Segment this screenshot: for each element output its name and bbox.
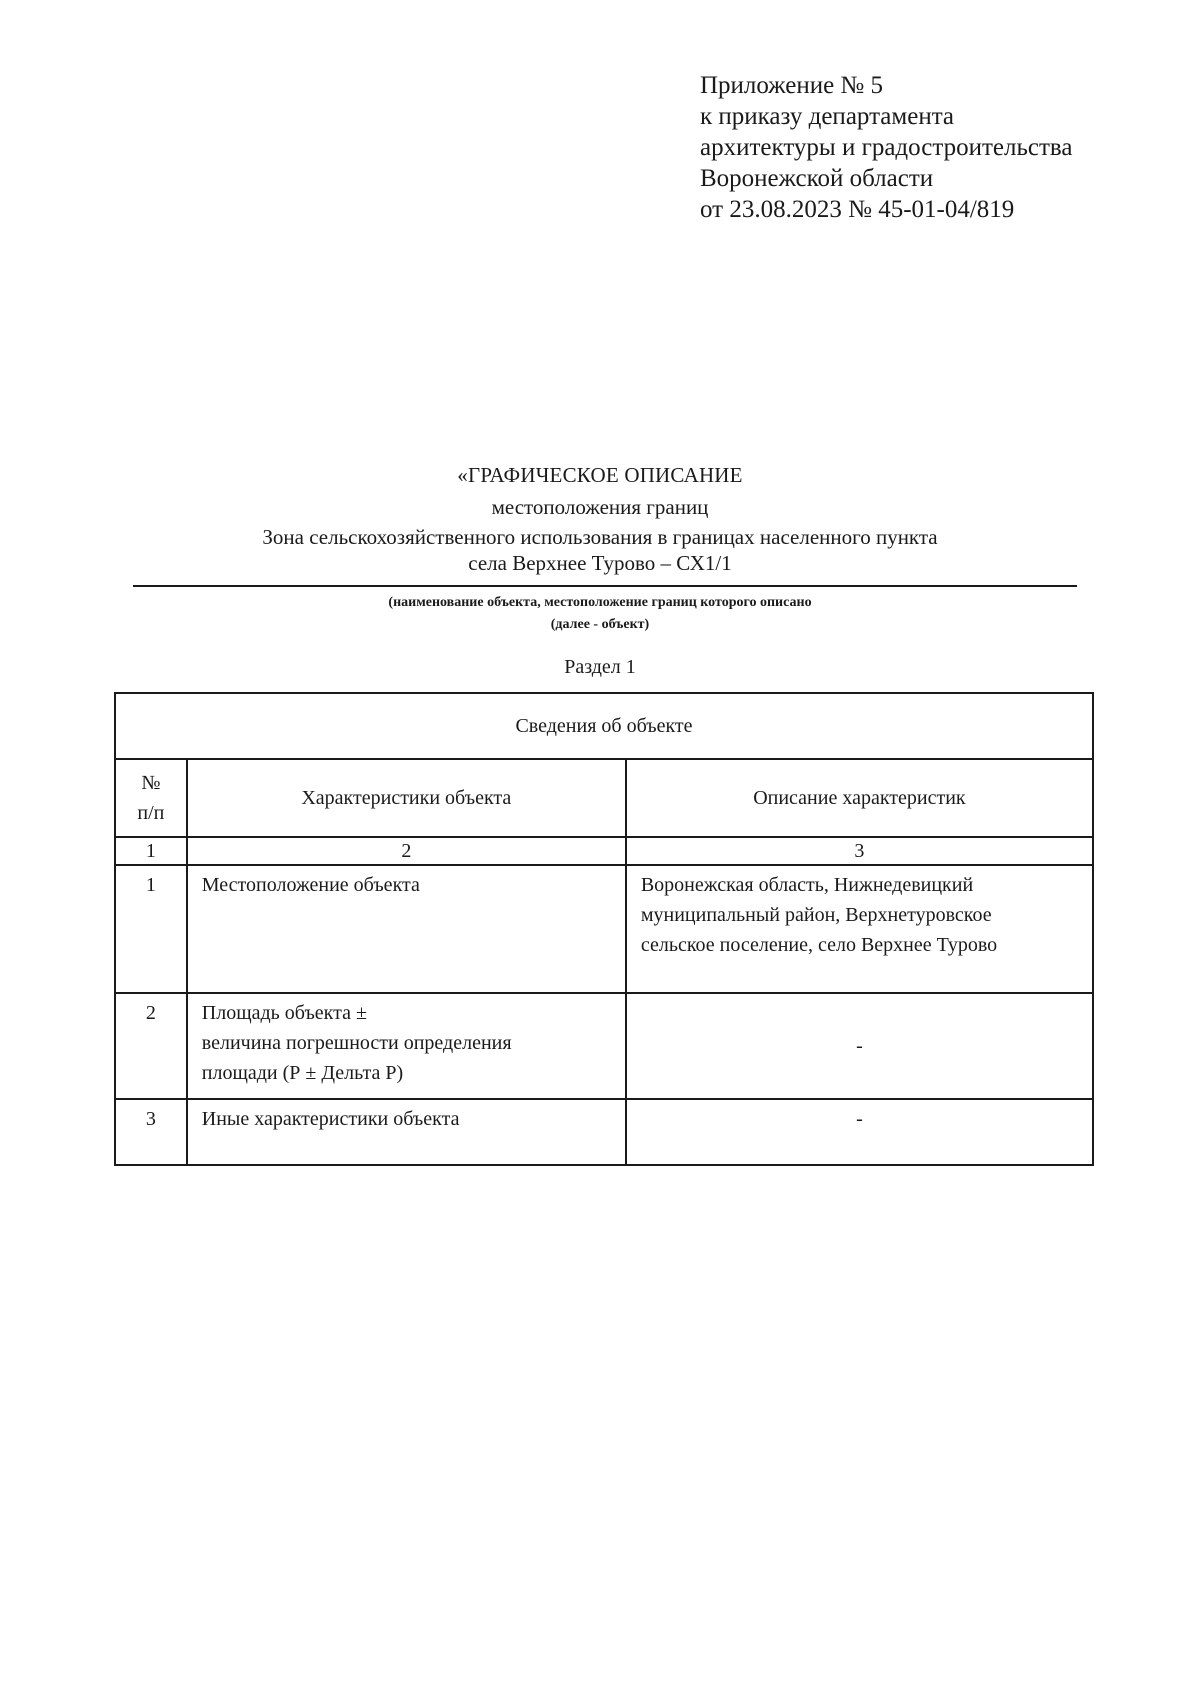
row-description: Воронежская область, Нижнедевицкий муниципальный район, Верхнетуровское сельское поселение, село Верхнее Турово (626, 865, 1093, 993)
annex-line-2: к приказу департамента (700, 103, 955, 130)
document-title-block (0, 462, 1200, 576)
table-title: Сведения об объекте (115, 693, 1093, 759)
annex-line-3: архитектуры и градостроительства (700, 134, 1073, 161)
table-row (115, 993, 1093, 1099)
caption-line-2: (далее - объект) (550, 617, 650, 632)
header-description: Описание характеристик (626, 759, 1093, 837)
row-characteristic: Площадь объекта ± величина погрешности определения площади (Р ± Дельта Р) (187, 993, 626, 1099)
zone-name: Зона сельскохозяйственного использования в границах населенного пункта (262, 525, 938, 549)
row-num: 3 (115, 1099, 187, 1165)
row-num: 1 (115, 865, 187, 993)
row-characteristic: Местоположение объекта (187, 865, 626, 993)
column-number: 2 (187, 837, 626, 865)
section-label: Раздел 1 (564, 656, 636, 678)
column-number: 1 (115, 837, 187, 865)
annex-line-4: Воронежской области (700, 165, 934, 192)
row-description: - (626, 993, 1093, 1099)
column-number-row (115, 837, 1093, 865)
row-characteristic: Иные характеристики объекта (187, 1099, 626, 1165)
document-subtitle: местоположения границ (491, 495, 709, 519)
annex-line-1: Приложение № 5 (700, 72, 884, 99)
title-underline (133, 585, 1077, 587)
village-name: села Верхнее Турово – СХ1/1 (468, 551, 732, 575)
table-row (115, 1099, 1093, 1165)
table-row (115, 865, 1093, 993)
header-num: № п/п (115, 759, 187, 837)
caption-line-1: (наименование объекта, местоположение границ которого описано (388, 595, 812, 610)
object-info-table (114, 692, 1094, 1166)
annex-line-5: от 23.08.2023 № 45-01-04/819 (700, 196, 1015, 223)
table-title-row (115, 693, 1093, 759)
annex-block (700, 70, 1072, 225)
document-title: «ГРАФИЧЕСКОЕ ОПИСАНИЕ (457, 463, 743, 487)
row-description: - (626, 1099, 1093, 1165)
object-caption (0, 592, 1200, 636)
table-header-row (115, 759, 1093, 837)
column-number: 3 (626, 837, 1093, 865)
header-characteristic: Характеристики объекта (187, 759, 626, 837)
row-num: 2 (115, 993, 187, 1099)
